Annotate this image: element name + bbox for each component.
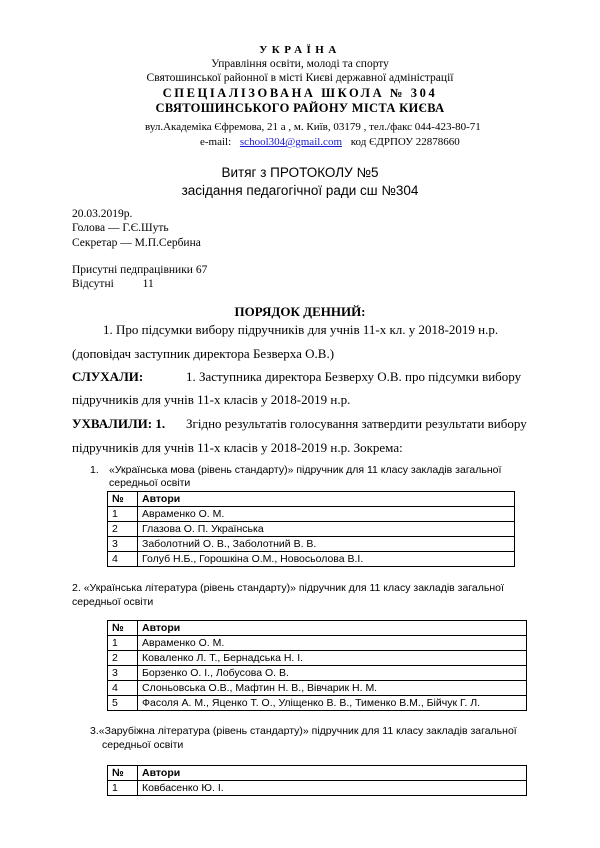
heard-label: СЛУХАЛИ:	[72, 369, 144, 384]
row-number: 1	[108, 781, 138, 796]
header-school-name: СПЕЦІАЛІЗОВАНА ШКОЛА № 304	[162, 86, 438, 100]
heard-line1: 1. Заступника директора Безверху О.В. про підсумки вибору	[186, 369, 522, 384]
row-authors: Глазова О. П. Українська	[138, 522, 515, 537]
row-authors: Коваленко Л. Т., Бернадська Н. І.	[138, 651, 527, 666]
decided-label: УХВАЛИЛИ: 1.	[72, 416, 166, 431]
email-link[interactable]: school304@gmail.com	[239, 136, 342, 148]
row-number: 1	[108, 507, 138, 522]
section-3-number: 3.	[90, 725, 99, 737]
section-3-title	[90, 725, 517, 737]
decided-line2: підручників для учнів 11-х класів у 2018-2019 н.р. Зокрема:	[72, 440, 403, 455]
table-row	[108, 636, 527, 651]
table-row	[108, 552, 515, 567]
protocol-title: Витяг з ПРОТОКОЛУ №5	[221, 165, 379, 180]
table-header-row	[108, 621, 527, 636]
header-address: вул.Академіка Єфремова, 21 а , м. Київ, 03179 , тел./факс 044-423-80-71	[145, 121, 481, 133]
agenda-heading: ПОРЯДОК ДЕННИЙ:	[234, 304, 366, 319]
row-authors: Авраменко О. М.	[138, 636, 527, 651]
table-row	[108, 522, 515, 537]
table-row	[108, 507, 515, 522]
section-1-title-cont: середньої освіти	[109, 477, 191, 489]
row-authors: Заболотний О. В., Заболотний В. В.	[138, 537, 515, 552]
section-1-title: «Українська мова (рівень стандарту)» підручник для 11 класу закладів загальної	[109, 464, 502, 476]
section-2-title-text: «Українська література (рівень стандарту)» підручник для 11 класу закладів загальної	[83, 582, 504, 594]
row-number: 2	[108, 651, 138, 666]
heard-line2: підручників для учнів 11-х класів у 2018-2019 н.р.	[72, 392, 351, 407]
header-contacts	[200, 136, 460, 148]
section-1-authors-table	[107, 491, 515, 567]
header-department: Управління освіти, молоді та спорту	[211, 58, 389, 70]
attendance-absent	[72, 278, 154, 290]
section-3-title-text: «Зарубіжна література (рівень стандарту)» підручник для 11 класу закладів загальної	[98, 725, 517, 737]
decided-line1: Згідно результатів голосування затвердити результати вибору	[186, 416, 527, 431]
email-label: e-mail:	[200, 136, 232, 148]
agenda-item-line2: (доповідач заступник директора Безверха О.В.)	[72, 346, 335, 361]
table-row	[108, 696, 527, 711]
row-number: 3	[108, 537, 138, 552]
section-2-number: 2.	[72, 582, 81, 594]
table-row	[108, 666, 527, 681]
header-school-district: СВЯТОШИНСЬКОГО РАЙОНУ МІСТА КИЄВА	[155, 101, 445, 115]
row-number: 5	[108, 696, 138, 711]
col-authors: Автори	[138, 621, 527, 636]
table-header-row	[108, 492, 515, 507]
row-authors: Слоньовська О.В., Мафтин Н. В., Вівчарик Н. М.	[138, 681, 527, 696]
row-authors: Авраменко О. М.	[138, 507, 515, 522]
agenda-item-line1: 1. Про підсумки вибору підручників для учнів 11-х кл. у 2018-2019 н.р.	[103, 322, 499, 337]
section-3-title-cont: середньої освіти	[102, 739, 184, 751]
meeting-secretary: Секретар — М.П.Сербина	[72, 237, 201, 249]
row-authors: Фасоля А. М., Яценко Т. О., Уліщенко В. В., Тименко В.М., Бійчук Г. Л.	[138, 696, 527, 711]
section-3-authors-table	[107, 765, 527, 796]
row-number: 2	[108, 522, 138, 537]
col-number: №	[108, 492, 138, 507]
absent-label: Відсутні	[72, 278, 114, 290]
row-number: 3	[108, 666, 138, 681]
row-number: 4	[108, 681, 138, 696]
col-authors: Автори	[138, 492, 515, 507]
table-row	[108, 651, 527, 666]
section-2-title	[72, 582, 504, 594]
meeting-head: Голова — Г.Є.Шуть	[72, 222, 169, 234]
header-country: УКРАЇНА	[259, 44, 341, 56]
row-number: 1	[108, 636, 138, 651]
edrpou-code: код ЄДРПОУ 22878660	[350, 136, 460, 148]
row-number: 4	[108, 552, 138, 567]
header-administration: Святошинської районної в місті Києві державної адміністрації	[146, 72, 454, 84]
col-authors: Автори	[138, 766, 527, 781]
col-number: №	[108, 766, 138, 781]
section-1-number: 1.	[90, 464, 99, 476]
col-number: №	[108, 621, 138, 636]
table-header-row	[108, 766, 527, 781]
row-authors: Борзенко О. І., Лобусова О. В.	[138, 666, 527, 681]
table-row	[108, 781, 527, 796]
table-row	[108, 537, 515, 552]
table-row	[108, 681, 527, 696]
section-2-authors-table	[107, 620, 527, 711]
row-authors: Голуб Н.Б., Горошкіна О.М., Новосьолова В.І.	[138, 552, 515, 567]
meeting-date: 20.03.2019р.	[72, 208, 133, 220]
row-authors: Ковбасенко Ю. І.	[138, 781, 527, 796]
absent-value: 11	[142, 278, 154, 290]
protocol-subtitle: засідання педагогічної ради сш №304	[181, 183, 419, 198]
attendance-present: Присутні педпрацівники 67	[72, 264, 208, 276]
section-2-title-cont: середньої освіти	[72, 596, 154, 608]
